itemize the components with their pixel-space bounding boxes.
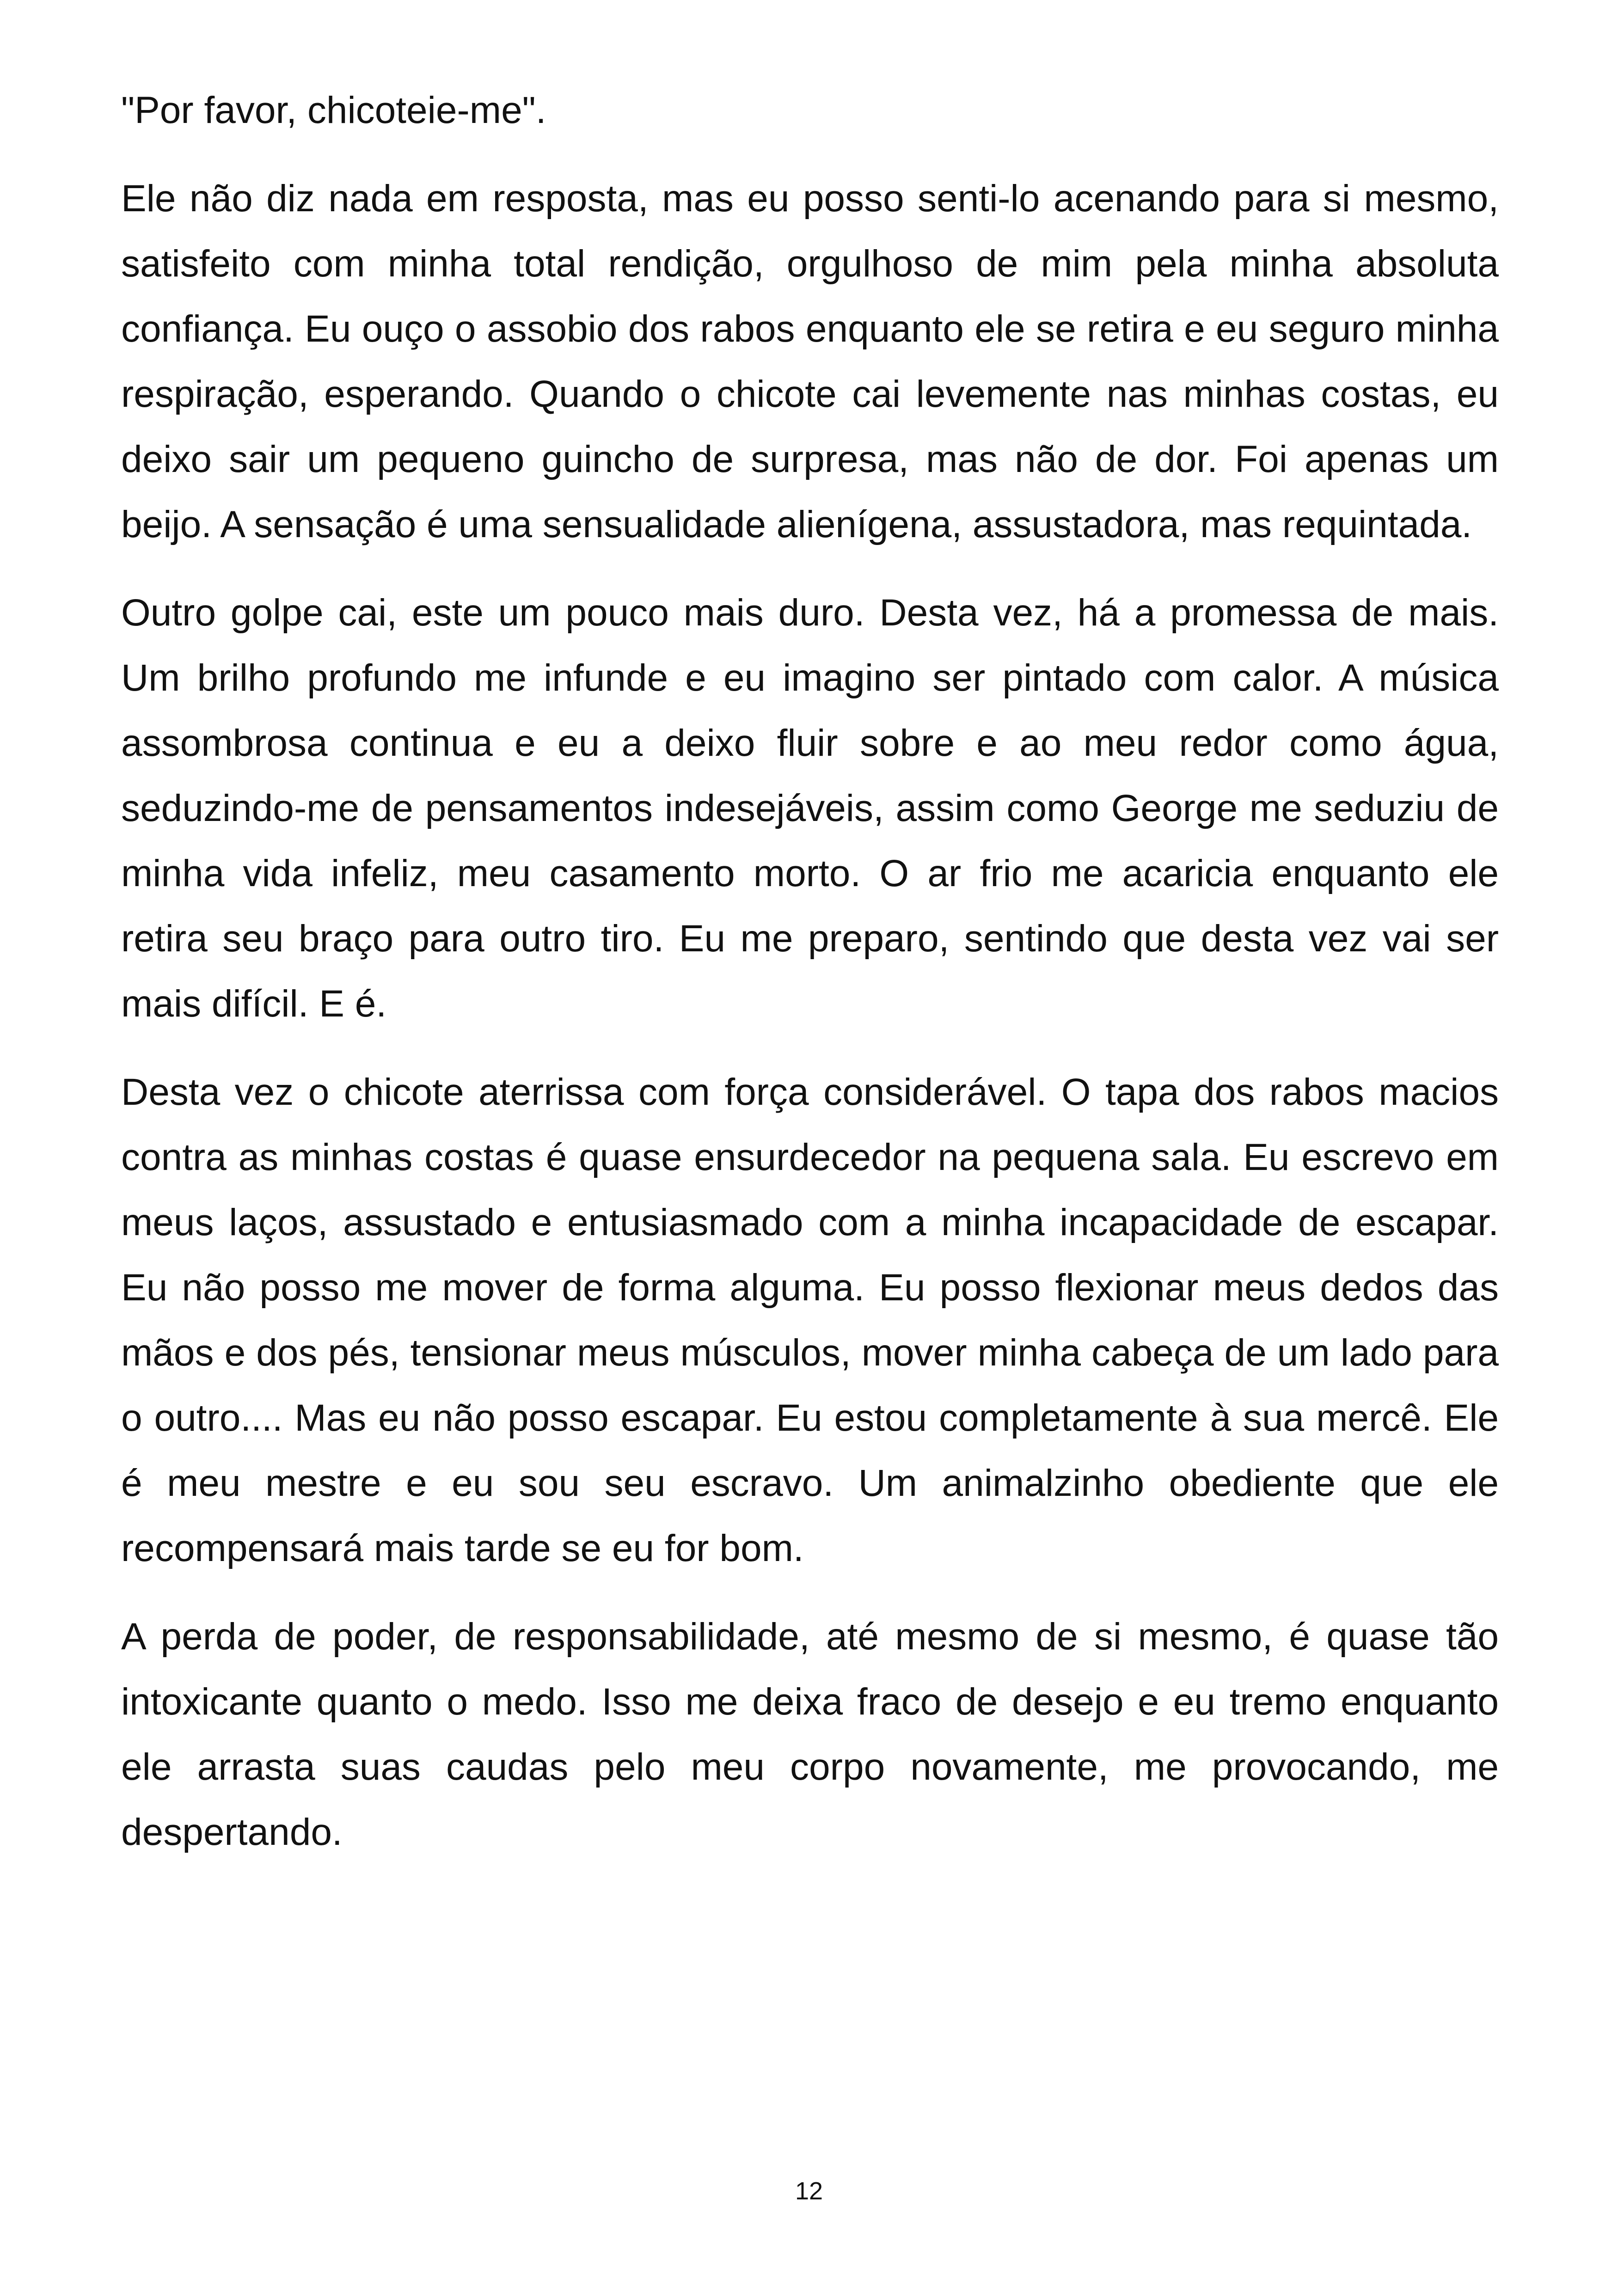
body-text [121, 78, 1499, 1888]
paragraph-1: "Por favor, chicoteie-me". [121, 89, 546, 131]
paragraph-2: Ele não diz nada em resposta, mas eu posso senti-lo acenando para si mesmo, satisfeito com minha total rendição, orgulhoso de mim pela minha absoluta confiança. Eu ouço o assobio dos rabos enquanto ele se retira e eu seguro minha respiração, esperando. Quando o chicote cai levemente nas minhas costas, eu deixo sair um pequeno guincho de surpresa, mas não de dor. Foi apenas um beijo. A sensação é uma sensualidade alienígena, assustadora, mas requintada. [121, 178, 1499, 545]
paragraph-4: Desta vez o chicote aterrissa com força considerável. O tapa dos rabos macios contra as minhas costas é quase ensurdecedor na pequena sala. Eu escrevo em meus laços, assustado e entusiasmado com a minha incapacidade de escapar. Eu não posso me mover de forma alguma. Eu posso flexionar meus dedos das mãos e dos pés, tensionar meus músculos, mover minha cabeça de um lado para o outro.... Mas eu não posso escapar. Eu estou completamente à sua mercê. Ele é meu mestre e eu sou seu escravo. Um animalzinho obediente que ele recompensará mais tarde se eu for bom. [121, 1071, 1499, 1569]
paragraph-3: Outro golpe cai, este um pouco mais duro. Desta vez, há a promessa de mais. Um brilho profundo me infunde e eu imagino ser pintado com calor. A música assombrosa continua e eu a deixo fluir sobre e ao meu redor como água, seduzindo-me de pensamentos indesejáveis, assim como George me seduziu de minha vida infeliz, meu casamento morto. O ar frio me acaricia enquanto ele retira seu braço para outro tiro. Eu me preparo, sentindo que desta vez vai ser mais difícil. E é. [121, 592, 1499, 1025]
page-number: 12 [795, 2177, 823, 2205]
paragraph-5: A perda de poder, de responsabilidade, até mesmo de si mesmo, é quase tão intoxicante quanto o medo. Isso me deixa fraco de desejo e eu tremo enquanto ele arrasta suas caudas pelo meu corpo novamente, me provocando, me despertando. [121, 1616, 1499, 1853]
